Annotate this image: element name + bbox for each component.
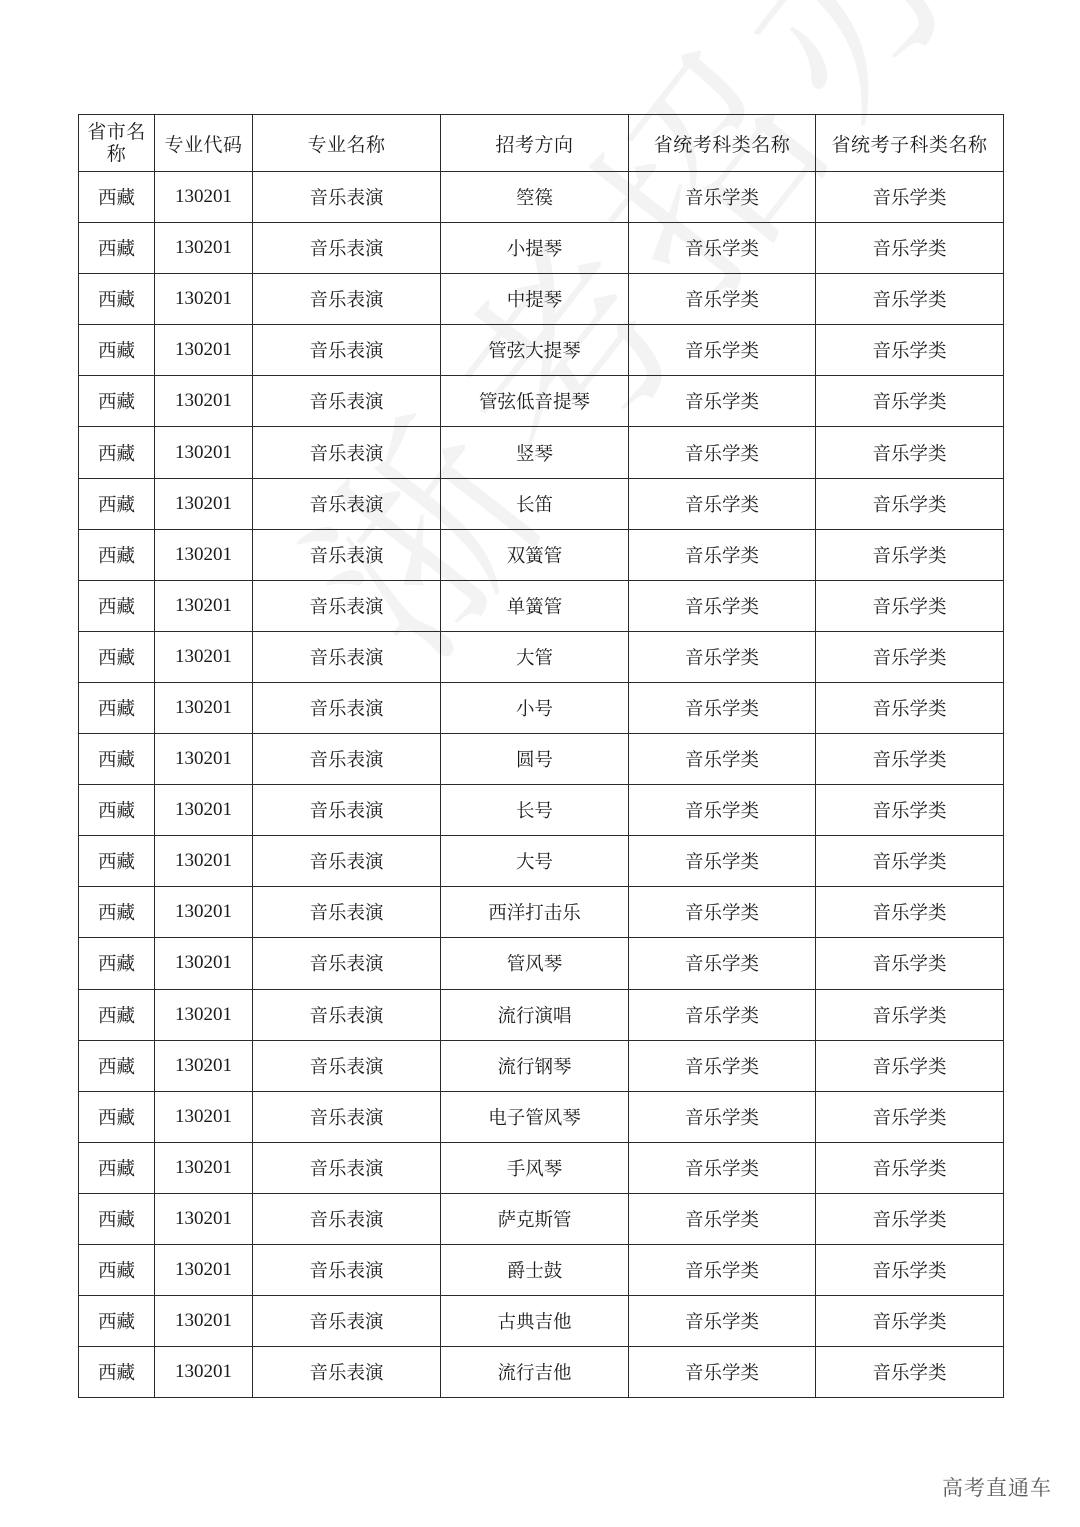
cell-exam-category: 音乐学类 bbox=[629, 682, 816, 733]
cell-province: 西藏 bbox=[79, 938, 155, 989]
table-row bbox=[79, 989, 1004, 1040]
table-row bbox=[79, 1193, 1004, 1244]
cell-exam-category: 音乐学类 bbox=[629, 1244, 816, 1295]
cell-exam-category: 音乐学类 bbox=[629, 580, 816, 631]
cell-exam-category: 音乐学类 bbox=[629, 887, 816, 938]
cell-direction: 爵士鼓 bbox=[441, 1244, 629, 1295]
table-row bbox=[79, 1244, 1004, 1295]
header-exam-category: 省统考科类名称 bbox=[629, 115, 816, 172]
cell-major-code: 130201 bbox=[155, 172, 253, 223]
cell-province: 西藏 bbox=[79, 734, 155, 785]
cell-major-code: 130201 bbox=[155, 1091, 253, 1142]
table-row bbox=[79, 631, 1004, 682]
cell-major-code: 130201 bbox=[155, 223, 253, 274]
cell-direction: 管弦大提琴 bbox=[441, 325, 629, 376]
cell-major-name: 音乐表演 bbox=[253, 1091, 441, 1142]
table-row bbox=[79, 1040, 1004, 1091]
cell-province: 西藏 bbox=[79, 529, 155, 580]
cell-direction: 电子管风琴 bbox=[441, 1091, 629, 1142]
cell-exam-category: 音乐学类 bbox=[629, 836, 816, 887]
cell-province: 西藏 bbox=[79, 1142, 155, 1193]
cell-exam-category: 音乐学类 bbox=[629, 1347, 816, 1398]
cell-exam-subcategory: 音乐学类 bbox=[816, 1040, 1004, 1091]
cell-major-name: 音乐表演 bbox=[253, 1193, 441, 1244]
cell-exam-category: 音乐学类 bbox=[629, 529, 816, 580]
cell-major-code: 130201 bbox=[155, 887, 253, 938]
header-major-code: 专业代码 bbox=[155, 115, 253, 172]
cell-major-name: 音乐表演 bbox=[253, 223, 441, 274]
cell-direction: 长笛 bbox=[441, 478, 629, 529]
cell-province: 西藏 bbox=[79, 376, 155, 427]
table-row bbox=[79, 376, 1004, 427]
cell-major-code: 130201 bbox=[155, 1040, 253, 1091]
table-row bbox=[79, 529, 1004, 580]
table-row bbox=[79, 1091, 1004, 1142]
cell-province: 西藏 bbox=[79, 427, 155, 478]
cell-major-code: 130201 bbox=[155, 631, 253, 682]
cell-exam-subcategory: 音乐学类 bbox=[816, 1347, 1004, 1398]
cell-major-code: 130201 bbox=[155, 1296, 253, 1347]
cell-exam-subcategory: 音乐学类 bbox=[816, 1142, 1004, 1193]
table-row bbox=[79, 172, 1004, 223]
cell-direction: 单簧管 bbox=[441, 580, 629, 631]
cell-major-code: 130201 bbox=[155, 1244, 253, 1295]
cell-exam-subcategory: 音乐学类 bbox=[816, 938, 1004, 989]
table-row bbox=[79, 223, 1004, 274]
cell-major-name: 音乐表演 bbox=[253, 1347, 441, 1398]
cell-major-code: 130201 bbox=[155, 529, 253, 580]
cell-major-name: 音乐表演 bbox=[253, 1244, 441, 1295]
header-row bbox=[79, 115, 1004, 172]
cell-exam-subcategory: 音乐学类 bbox=[816, 631, 1004, 682]
cell-major-code: 130201 bbox=[155, 682, 253, 733]
cell-major-name: 音乐表演 bbox=[253, 938, 441, 989]
cell-exam-category: 音乐学类 bbox=[629, 427, 816, 478]
table-row bbox=[79, 325, 1004, 376]
cell-province: 西藏 bbox=[79, 223, 155, 274]
cell-major-name: 音乐表演 bbox=[253, 1142, 441, 1193]
cell-exam-subcategory: 音乐学类 bbox=[816, 172, 1004, 223]
cell-exam-category: 音乐学类 bbox=[629, 325, 816, 376]
cell-major-code: 130201 bbox=[155, 1142, 253, 1193]
table-row bbox=[79, 274, 1004, 325]
cell-major-name: 音乐表演 bbox=[253, 631, 441, 682]
cell-direction: 流行钢琴 bbox=[441, 1040, 629, 1091]
cell-province: 西藏 bbox=[79, 1347, 155, 1398]
cell-exam-subcategory: 音乐学类 bbox=[816, 274, 1004, 325]
cell-direction: 古典吉他 bbox=[441, 1296, 629, 1347]
cell-province: 西藏 bbox=[79, 887, 155, 938]
cell-exam-subcategory: 音乐学类 bbox=[816, 1193, 1004, 1244]
cell-province: 西藏 bbox=[79, 325, 155, 376]
cell-exam-category: 音乐学类 bbox=[629, 172, 816, 223]
cell-major-name: 音乐表演 bbox=[253, 989, 441, 1040]
cell-exam-category: 音乐学类 bbox=[629, 734, 816, 785]
cell-direction: 萨克斯管 bbox=[441, 1193, 629, 1244]
table-row bbox=[79, 836, 1004, 887]
cell-province: 西藏 bbox=[79, 1091, 155, 1142]
cell-exam-category: 音乐学类 bbox=[629, 478, 816, 529]
header-major-name: 专业名称 bbox=[253, 115, 441, 172]
cell-province: 西藏 bbox=[79, 631, 155, 682]
cell-major-name: 音乐表演 bbox=[253, 836, 441, 887]
cell-direction: 大号 bbox=[441, 836, 629, 887]
cell-major-code: 130201 bbox=[155, 580, 253, 631]
cell-direction: 中提琴 bbox=[441, 274, 629, 325]
cell-major-name: 音乐表演 bbox=[253, 887, 441, 938]
header-exam-subcategory: 省统考子科类名称 bbox=[816, 115, 1004, 172]
table-row bbox=[79, 682, 1004, 733]
cell-exam-subcategory: 音乐学类 bbox=[816, 529, 1004, 580]
cell-exam-subcategory: 音乐学类 bbox=[816, 1296, 1004, 1347]
admissions-table-container bbox=[78, 114, 1003, 1398]
cell-major-name: 音乐表演 bbox=[253, 529, 441, 580]
cell-major-name: 音乐表演 bbox=[253, 734, 441, 785]
cell-exam-subcategory: 音乐学类 bbox=[816, 1091, 1004, 1142]
cell-major-name: 音乐表演 bbox=[253, 1040, 441, 1091]
cell-exam-category: 音乐学类 bbox=[629, 1296, 816, 1347]
cell-major-name: 音乐表演 bbox=[253, 325, 441, 376]
cell-exam-subcategory: 音乐学类 bbox=[816, 887, 1004, 938]
cell-major-code: 130201 bbox=[155, 836, 253, 887]
table-row bbox=[79, 1347, 1004, 1398]
table-row bbox=[79, 1142, 1004, 1193]
cell-direction: 小提琴 bbox=[441, 223, 629, 274]
cell-direction: 管弦低音提琴 bbox=[441, 376, 629, 427]
header-province: 省市名称 bbox=[79, 115, 155, 172]
cell-major-code: 130201 bbox=[155, 325, 253, 376]
cell-direction: 流行演唱 bbox=[441, 989, 629, 1040]
cell-province: 西藏 bbox=[79, 989, 155, 1040]
cell-major-code: 130201 bbox=[155, 734, 253, 785]
table-body bbox=[79, 172, 1004, 1398]
cell-direction: 圆号 bbox=[441, 734, 629, 785]
cell-direction: 小号 bbox=[441, 682, 629, 733]
footer-brand: 高考直通车 bbox=[942, 1476, 1052, 1500]
cell-province: 西藏 bbox=[79, 1193, 155, 1244]
cell-major-name: 音乐表演 bbox=[253, 478, 441, 529]
cell-exam-subcategory: 音乐学类 bbox=[816, 427, 1004, 478]
table-row bbox=[79, 427, 1004, 478]
cell-direction: 长号 bbox=[441, 785, 629, 836]
cell-province: 西藏 bbox=[79, 478, 155, 529]
cell-direction: 西洋打击乐 bbox=[441, 887, 629, 938]
cell-major-code: 130201 bbox=[155, 1193, 253, 1244]
cell-province: 西藏 bbox=[79, 682, 155, 733]
cell-exam-subcategory: 音乐学类 bbox=[816, 836, 1004, 887]
cell-major-code: 130201 bbox=[155, 938, 253, 989]
cell-major-code: 130201 bbox=[155, 274, 253, 325]
cell-province: 西藏 bbox=[79, 274, 155, 325]
table-row bbox=[79, 478, 1004, 529]
cell-direction: 大管 bbox=[441, 631, 629, 682]
cell-direction: 箜篌 bbox=[441, 172, 629, 223]
cell-exam-category: 音乐学类 bbox=[629, 1091, 816, 1142]
table-row bbox=[79, 734, 1004, 785]
table-row bbox=[79, 938, 1004, 989]
cell-major-name: 音乐表演 bbox=[253, 376, 441, 427]
cell-direction: 双簧管 bbox=[441, 529, 629, 580]
cell-exam-subcategory: 音乐学类 bbox=[816, 325, 1004, 376]
cell-exam-category: 音乐学类 bbox=[629, 1142, 816, 1193]
cell-major-code: 130201 bbox=[155, 478, 253, 529]
cell-exam-subcategory: 音乐学类 bbox=[816, 376, 1004, 427]
cell-province: 西藏 bbox=[79, 1244, 155, 1295]
cell-exam-category: 音乐学类 bbox=[629, 938, 816, 989]
cell-exam-category: 音乐学类 bbox=[629, 989, 816, 1040]
cell-major-name: 音乐表演 bbox=[253, 682, 441, 733]
cell-province: 西藏 bbox=[79, 172, 155, 223]
table-row bbox=[79, 785, 1004, 836]
admissions-table bbox=[78, 114, 1004, 1398]
cell-major-code: 130201 bbox=[155, 785, 253, 836]
cell-exam-subcategory: 音乐学类 bbox=[816, 223, 1004, 274]
cell-exam-subcategory: 音乐学类 bbox=[816, 580, 1004, 631]
cell-major-name: 音乐表演 bbox=[253, 785, 441, 836]
cell-exam-subcategory: 音乐学类 bbox=[816, 989, 1004, 1040]
table-row bbox=[79, 1296, 1004, 1347]
cell-direction: 流行吉他 bbox=[441, 1347, 629, 1398]
cell-province: 西藏 bbox=[79, 1040, 155, 1091]
cell-major-name: 音乐表演 bbox=[253, 172, 441, 223]
cell-direction: 竖琴 bbox=[441, 427, 629, 478]
header-direction: 招考方向 bbox=[441, 115, 629, 172]
table-row bbox=[79, 887, 1004, 938]
cell-major-name: 音乐表演 bbox=[253, 1296, 441, 1347]
cell-exam-subcategory: 音乐学类 bbox=[816, 682, 1004, 733]
cell-exam-category: 音乐学类 bbox=[629, 223, 816, 274]
cell-exam-subcategory: 音乐学类 bbox=[816, 478, 1004, 529]
cell-major-name: 音乐表演 bbox=[253, 427, 441, 478]
cell-exam-category: 音乐学类 bbox=[629, 1040, 816, 1091]
cell-major-code: 130201 bbox=[155, 989, 253, 1040]
cell-major-code: 130201 bbox=[155, 427, 253, 478]
cell-direction: 管风琴 bbox=[441, 938, 629, 989]
cell-direction: 手风琴 bbox=[441, 1142, 629, 1193]
cell-major-code: 130201 bbox=[155, 376, 253, 427]
cell-exam-subcategory: 音乐学类 bbox=[816, 734, 1004, 785]
cell-exam-category: 音乐学类 bbox=[629, 631, 816, 682]
cell-province: 西藏 bbox=[79, 1296, 155, 1347]
cell-major-name: 音乐表演 bbox=[253, 580, 441, 631]
cell-major-name: 音乐表演 bbox=[253, 274, 441, 325]
cell-province: 西藏 bbox=[79, 580, 155, 631]
cell-exam-category: 音乐学类 bbox=[629, 1193, 816, 1244]
cell-exam-category: 音乐学类 bbox=[629, 376, 816, 427]
cell-exam-subcategory: 音乐学类 bbox=[816, 1244, 1004, 1295]
cell-exam-subcategory: 音乐学类 bbox=[816, 785, 1004, 836]
cell-province: 西藏 bbox=[79, 836, 155, 887]
cell-exam-category: 音乐学类 bbox=[629, 274, 816, 325]
cell-province: 西藏 bbox=[79, 785, 155, 836]
cell-major-code: 130201 bbox=[155, 1347, 253, 1398]
table-row bbox=[79, 580, 1004, 631]
table-header bbox=[79, 115, 1004, 172]
cell-exam-category: 音乐学类 bbox=[629, 785, 816, 836]
